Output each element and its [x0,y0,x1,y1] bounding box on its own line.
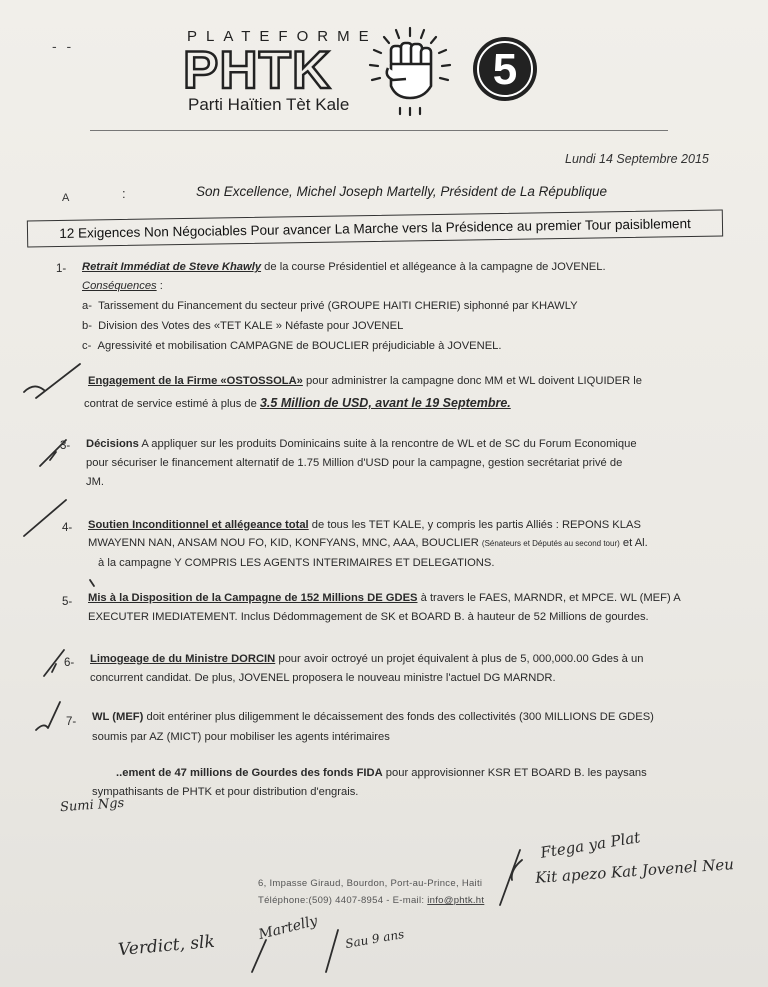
logo-party-subtitle: Parti Haïtien Tèt Kale [188,95,350,114]
item-3-line-2: pour sécuriser le financement alternatif de 1.75 Million d'USD pour la campagne, gestion secrétariat privé de [86,457,623,469]
pen-check-item-2 [24,364,80,398]
item-4-line-2: MWAYENN NAN, ANSAM NOU FO, KID, KONFYANS, MNC, AAA, BOUCLIER (Sénateurs et Députés au second tour) et Al. [88,537,648,549]
item-3-number: 3- [60,440,71,452]
addressee-colon: : [122,186,126,201]
item-1-consequence-c: c- Agressivité et mobilisation CAMPAGNE de BOUCLIER préjudiciable à JOVENEL. [82,340,502,352]
item-4-line-1: Soutien Inconditionnel et allégeance total de tous les TET KALE, y compris les partis Alliés : REPONS KLAS [88,519,641,531]
pen-check-item-6 [44,650,64,676]
handwritten-note-left: Sumi Ngs [59,795,125,816]
addressee-line: Son Excellence, Michel Joseph Martelly, Président de La République [196,184,607,199]
item-6-line-1: Limogeage de du Ministre DORCIN pour avoir octroyé un projet équivalent à plus de 5, 000,000.00 Gdes à un [90,653,644,665]
handwritten-note-bottom-3: Sau 9 ans [344,926,406,952]
footer-address: 6, Impasse Giraud, Bourdon, Port-au-Prince, Haiti [258,878,483,889]
handwritten-note-bottom-2: Martelly [256,912,320,944]
pen-bracket-right [500,850,522,905]
item-5-line-2: EXECUTER IMEDIATEMENT. Inclus Dédommagement de SK et BOARD B. à hauteur de 52 Millions de gourdes. [88,611,649,623]
item-6-number: 6- [64,657,75,669]
item-8-line-2: sympathisants de PHTK et pour distribution d'engrais. [92,786,359,798]
item-7-line-2: soumis par AZ (MICT) pour mobiliser les agents intérimaires [92,731,390,743]
item-3-line-3: JM. [86,476,105,488]
item-4-number: 4- [62,522,73,534]
item-3-line-1: Décisions A appliquer sur les produits Dominicains suite à la rencontre de WL et de SC du Forum Economique [86,438,637,450]
pen-check-item-4 [24,500,66,536]
badge-number: 5 [492,45,518,94]
item-6-line-2: concurrent candidat. De plus, JOVENEL proposera le nouveau ministre l'actuel DG MARNDR. [90,672,556,684]
pen-check-item-3 [40,440,66,466]
handwritten-note-right-1: Ftega ya Plat [539,828,642,862]
handwritten-note-bottom-1: Verdict, slk [117,931,216,961]
item-5-line-1: Mis à la Disposition de la Campagne de 152 Millions DE GDES à travers le FAES, MARNDR, et MPCE. WL (MEF) A [88,592,681,604]
letter-date: Lundi 14 Septembre 2015 [565,152,709,166]
item-8-line-1: ..ement de 47 millions de Gourdes des fonds FIDA pour approvisionner KSR ET BOARD B. les paysans [116,767,647,779]
item-1-number: 1- [56,263,67,275]
item-7-number: 7- [66,716,77,728]
item-1-consequences-label: Conséquences : [82,280,163,292]
pen-slash-bottom [252,930,338,972]
item-4-line-3: à la campagne Y COMPRIS LES AGENTS INTERIMAIRES ET DELEGATIONS. [98,557,495,569]
footer-email-link[interactable]: info@phtk.ht [427,895,485,906]
footer-contact: Téléphone:(509) 4407-8954 - E-mail: info@phtk.ht [258,895,485,906]
corner-dash-mark: - - [52,38,75,54]
handwritten-note-right-2: Kit apezo Kat Jovenel Neu [534,855,735,887]
pen-check-item-7 [36,702,60,730]
item-2-line-1: Engagement de la Firme «OSTOSSOLA» pour administrer la campagne donc MM et WL doivent LIQUIDER le [88,375,642,387]
document-title: 12 Exigences Non Négociables Pour avancer La Marche vers la Présidence au premier Tour paisiblement [59,216,691,241]
item-1-consequence-a: a- Tarissement du Financement du secteur privé (GROUPE HAITI CHERIE) siphonné par KHAWLY [82,300,578,312]
logo-plateforme-text: PLATEFORME [187,28,378,45]
pen-tick-item-5 [90,580,94,586]
logo-phtk-wordmark: PHTK [183,41,332,100]
item-1-line-1: Retrait Immédiat de Steve Khawly de la course Présidentiel et allégeance à la campagne de JOVENEL. [82,261,606,273]
item-5-number: 5- [62,596,73,608]
item-7-line-1: WL (MEF) doit entériner plus diligemment le décaissement des fonds des collectivités (300 MILLIONS DE GDES) [92,711,654,723]
item-2-line-2: contrat de service estimé à plus de 3.5 Million de USD, avant le 19 Septembre. [84,396,511,410]
item-1-consequence-b: b- Division des Votes des «TET KALE » Néfaste pour JOVENEL [82,320,404,332]
addressee-prefix: A [62,192,70,204]
